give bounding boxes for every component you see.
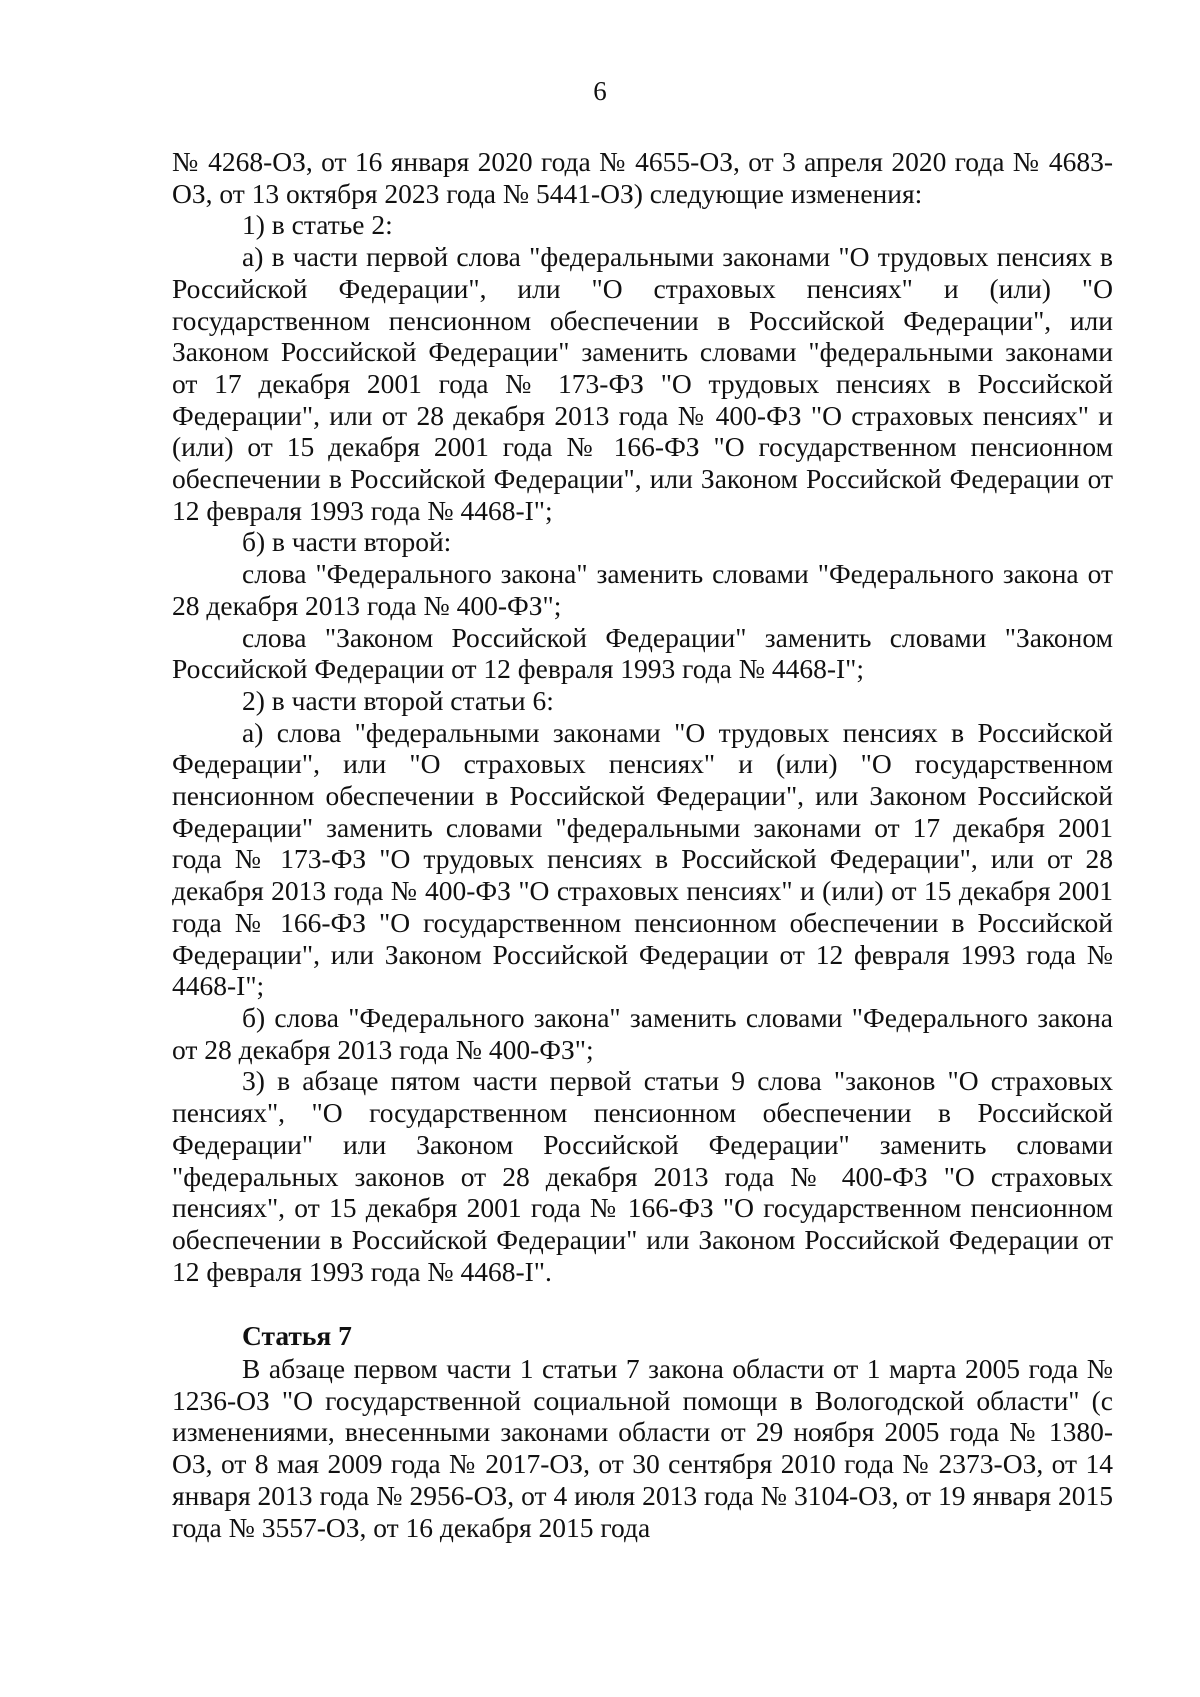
paragraph-item-1b-second: слова "Законом Российской Федерации" заменить словами "Законом Российской Федерации от 12 февраля 1993 года № 4468-I"; (172, 621, 1113, 685)
paragraph-item-1b: б) в части второй: (242, 526, 452, 558)
page-number: 6 (593, 76, 607, 106)
article-heading: Статья 7 (242, 1320, 352, 1351)
paragraph-item-2: 2) в части второй статьи 6: (242, 684, 554, 716)
paragraph-item-3: 3) в абзаце пятом части первой статьи 9 слова "законов "О страховых пенсиях", "О государственном пенсионном обеспечении в Российской Федерации" или Законом Российской Федерации" заменить словами "федеральных законов от 28 декабря 2013 года № 400-ФЗ "О страховых пенсиях", от 15 декабря 2001 года № 166-ФЗ "О государственном пенсионном обеспечении в Российской Федерации" или Законом Российской Федерации от 12 февраля 1993 года № 4468-I". (172, 1065, 1113, 1287)
paragraph-item-2a: а) слова "федеральными законами "О трудовых пенсиях в Российской Федерации", или "О страховых пенсиях" и (или) "О государственном пенсионном обеспечении в Российской Федерации", или Законом Российской Федерации" заменить словами "федеральными законами от 17 декабря 2001 года № 173-ФЗ "О трудовых пенсиях в Российской Федерации", или от 28 декабря 2013 года № 400-ФЗ "О страховых пенсиях" и (или) от 15 декабря 2001 года № 166-ФЗ "О государственном пенсионном обеспечении в Российской Федерации", или Законом Российской Федерации от 12 февраля 1993 года № 4468-I"; (172, 716, 1113, 1002)
paragraph-item-2b: б) слова "Федерального закона" заменить словами "Федерального закона от 28 декабря 2013 года № 400-ФЗ"; (172, 1001, 1113, 1065)
paragraph-item-1a: а) в части первой слова "федеральными законами "О трудовых пенсиях в Российской Федерации", или "О страховых пенсиях" и (или) "О государственном пенсионном обеспечении в Российской Федерации", или Законом Российской Федерации" заменить словами "федеральными законами от 17 декабря 2001 года № 173-ФЗ "О трудовых пенсиях в Российской Федерации", или от 28 декабря 2013 года № 400-ФЗ "О страховых пенсиях" и (или) от 15 декабря 2001 года № 166-ФЗ "О государственном пенсионном обеспечении в Российской Федерации", или Законом Российской Федерации от 12 февраля 1993 года № 4468-I"; (172, 241, 1113, 526)
section-gap (172, 1287, 1113, 1319)
paragraph-item-1b-first: слова "Федерального закона" заменить словами "Федерального закона от 28 декабря 2013 года № 400-ФЗ"; (172, 558, 1113, 621)
paragraph-continuation: № 4268-ОЗ, от 16 января 2020 года № 4655-ОЗ, от 3 апреля 2020 года № 4683-ОЗ, от 13 октября 2023 года № 5441-ОЗ) следующие изменения: (172, 146, 1113, 209)
article-text: В абзаце первом части 1 статьи 7 закона области от 1 марта 2005 года № 1236-ОЗ "О государственной социальной помощи в Вологодской области" (с изменениями, внесенными законами области от 29 ноября 2005 года № 1380-ОЗ, от 8 мая 2009 года № 2017-ОЗ, от 30 сентября 2010 года № 2373-ОЗ, от 14 января 2013 года № 2956-ОЗ, от 4 июля 2013 года № 3104-ОЗ, от 19 января 2015 года № 3557-ОЗ, от 16 декабря 2015 года (172, 1353, 1113, 1543)
document-body (172, 146, 1113, 1543)
paragraph-item-1: 1) в статье 2: (242, 209, 393, 241)
